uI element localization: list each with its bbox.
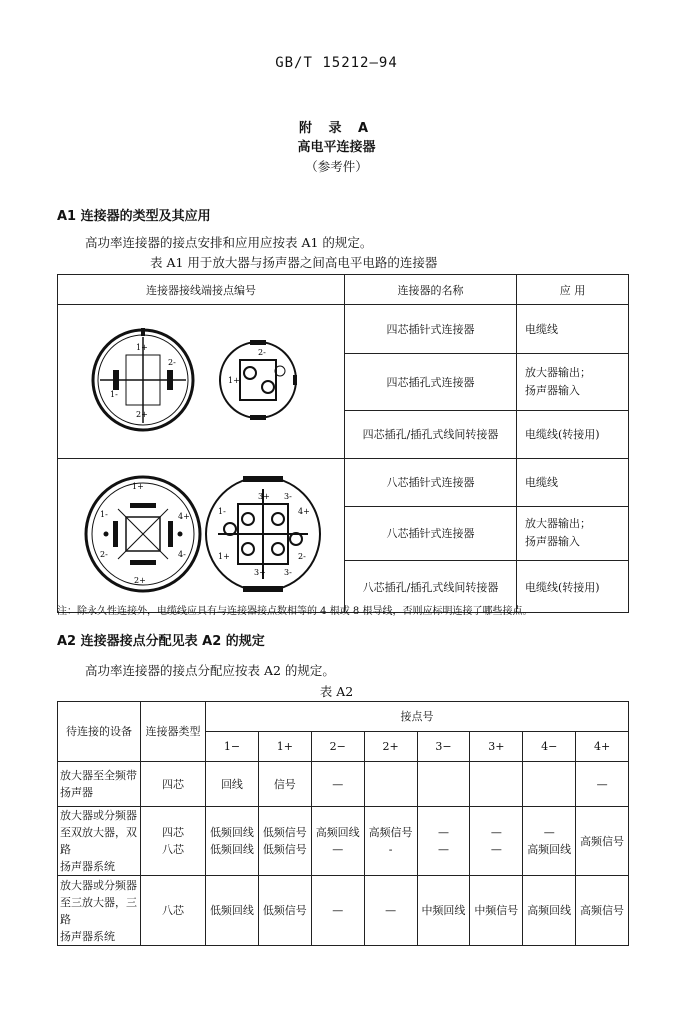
eight-pin-label: 3+ <box>254 568 266 577</box>
col-header-name: 连接器的名称 <box>345 275 517 305</box>
table-a2-caption: 表 A2 <box>319 684 354 699</box>
contact-cell: — — <box>470 807 523 876</box>
eight-pin-label: 3- <box>284 492 292 501</box>
row-use: 放大器输出； 扬声器输入 <box>517 354 629 411</box>
contact-header: 2+ <box>364 732 417 762</box>
col-header-device: 待连接的设备 <box>58 702 141 762</box>
four-pin-label: 2+ <box>136 410 148 419</box>
contact-cell: — <box>364 876 417 946</box>
eight-pin-connector-diagram <box>58 459 328 609</box>
col-header-connector-type: 连接器类型 <box>141 702 206 762</box>
contact-cell <box>470 762 523 807</box>
contact-cell: 中频回线 <box>417 876 470 946</box>
contact-cell: 高频回线 <box>523 876 576 946</box>
eight-pin-label: 1+ <box>132 482 144 491</box>
contact-header: 1− <box>206 732 259 762</box>
contact-cell <box>417 762 470 807</box>
eight-pin-label: 2- <box>100 550 108 559</box>
row-use: 电缆线 <box>517 459 629 507</box>
contact-cell <box>364 762 417 807</box>
type-cell: 八芯 <box>141 876 206 946</box>
contact-header: 4− <box>523 732 576 762</box>
contact-header: 4+ <box>576 732 629 762</box>
device-cell: 放大器或分频器 至双放大器，双路 扬声器系统 <box>58 807 141 876</box>
eight-pin-label: 4+ <box>178 512 190 521</box>
contact-cell: 高频回线 — <box>311 807 364 876</box>
eight-pin-label: 1- <box>218 507 226 516</box>
contact-header: 3− <box>417 732 470 762</box>
table-a1-caption: 表 A1 用于放大器与扬声器之间高电平电路的连接器 <box>150 255 438 270</box>
four-pin-diagram-cell <box>58 305 345 459</box>
row-name: 八芯插孔/插孔式线间转接器 <box>345 561 517 613</box>
contact-cell: 低频信号 <box>258 876 311 946</box>
row-use: 电缆线(转接用) <box>517 410 629 458</box>
contact-cell: — — <box>417 807 470 876</box>
row-name: 八芯插针式连接器 <box>345 506 517 561</box>
four-pin-label: 1+ <box>136 343 148 352</box>
contact-cell: 中频信号 <box>470 876 523 946</box>
contact-cell: — <box>311 762 364 807</box>
table-a1 <box>57 274 629 613</box>
standard-number-header: GB/T 15212—94 <box>275 55 398 71</box>
contact-header: 2− <box>311 732 364 762</box>
contact-cell: — <box>576 762 629 807</box>
table-a1-footnote: 注：除永久性连接外，电缆线应具有与连接器接点数相等的 4 根或 8 根导线，否则应标明连接了哪些接点。 <box>57 606 533 617</box>
four-pin-label: 1+ <box>228 376 240 385</box>
eight-pin-label: 3+ <box>258 492 270 501</box>
eight-pin-label: 1+ <box>218 552 230 561</box>
row-use: 放大器输出； 扬声器输入 <box>517 506 629 561</box>
contact-cell: 低频回线 <box>206 876 259 946</box>
row-use: 电缆线(转接用) <box>517 561 629 613</box>
contact-cell: 信号 <box>258 762 311 807</box>
appendix-subtitle: 高电平连接器 <box>297 140 376 155</box>
col-header-contacts: 连接器接线端接点编号 <box>58 275 345 305</box>
contact-cell: 高频信号 <box>576 876 629 946</box>
four-pin-label: 1- <box>110 390 118 399</box>
type-cell: 四芯 八芯 <box>141 807 206 876</box>
eight-pin-label: 2- <box>298 552 306 561</box>
four-pin-connector-diagram <box>58 305 328 455</box>
device-cell: 放大器至全频带 扬声器 <box>58 762 141 807</box>
contact-cell <box>523 762 576 807</box>
contact-header: 1+ <box>258 732 311 762</box>
section-a1-text: 高功率连接器的接点安排和应用应按表 A1 的规定。 <box>85 235 373 250</box>
eight-pin-label: 4+ <box>298 507 310 516</box>
four-pin-label: 2- <box>168 358 176 367</box>
section-a1-heading: A1 连接器的类型及其应用 <box>57 209 211 224</box>
section-a2-heading: A2 连接器接点分配见表 A2 的规定 <box>57 634 265 649</box>
contact-cell: — <box>311 876 364 946</box>
row-name: 八芯插针式连接器 <box>345 459 517 507</box>
contact-cell: 低频回线 低频回线 <box>206 807 259 876</box>
type-cell: 四芯 <box>141 762 206 807</box>
contact-cell: 回线 <box>206 762 259 807</box>
appendix-note: （参考件） <box>305 159 368 174</box>
eight-pin-diagram-cell <box>58 459 345 613</box>
section-a2-text: 高功率连接器的接点分配应按表 A2 的规定。 <box>85 663 335 678</box>
contact-cell: 低频信号 低频信号 <box>258 807 311 876</box>
appendix-title: 附 录 A <box>298 121 375 136</box>
device-cell: 放大器或分频器 至三放大器，三路 扬声器系统 <box>58 876 141 946</box>
row-name: 四芯插针式连接器 <box>345 305 517 354</box>
row-name: 四芯插孔/插孔式线间转接器 <box>345 410 517 458</box>
contact-cell: 高频信号 - <box>364 807 417 876</box>
eight-pin-label: 1- <box>100 510 108 519</box>
eight-pin-label: 2+ <box>134 576 146 585</box>
eight-pin-label: 4- <box>178 550 186 559</box>
contact-cell: — 高频回线 <box>523 807 576 876</box>
eight-pin-label: 3- <box>284 568 292 577</box>
four-pin-label: 2- <box>258 348 266 357</box>
contact-header: 3+ <box>470 732 523 762</box>
col-header-contact-number: 接点号 <box>206 702 629 732</box>
row-use: 电缆线 <box>517 305 629 354</box>
table-a2 <box>57 701 629 946</box>
row-name: 四芯插孔式连接器 <box>345 354 517 411</box>
contact-cell: 高频信号 <box>576 807 629 876</box>
col-header-use: 应 用 <box>517 275 629 305</box>
